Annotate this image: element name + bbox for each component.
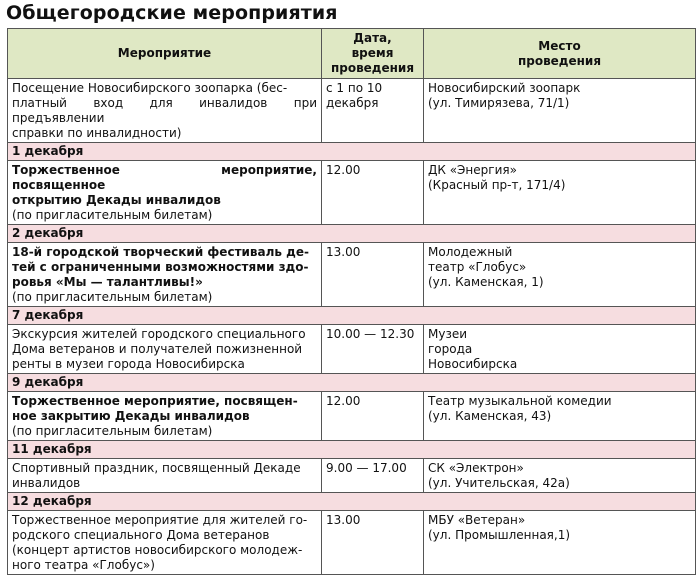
date-label: 11 декабря [8, 441, 696, 459]
place-text: (ул. Тимирязева, 71/1) [428, 96, 570, 110]
time-cell [322, 459, 424, 493]
place-text: Молодежный [428, 245, 513, 259]
time-cell [322, 325, 424, 374]
header-event [8, 29, 322, 79]
time-text: с 1 по 10 [326, 81, 383, 95]
header-datetime-line: проведения [330, 61, 415, 75]
date-row [8, 143, 696, 161]
event-cell [8, 243, 322, 307]
time-cell [322, 392, 424, 441]
header-datetime [322, 29, 424, 79]
time-cell [322, 243, 424, 307]
table-row [8, 325, 696, 374]
place-text: Новосибирска [428, 357, 518, 371]
time-cell [322, 79, 424, 143]
time-cell [322, 161, 424, 225]
time-text: 12.00 [326, 163, 361, 177]
table-row [8, 459, 696, 493]
place-cell [424, 392, 696, 441]
header-event-label: Мероприятие [117, 46, 212, 60]
time-text: 12.00 [326, 394, 361, 408]
event-note: (по пригласительным билетам) [12, 290, 213, 304]
place-text: МБУ «Ветеран» [428, 513, 526, 527]
place-text: Новосибирский зоопарк [428, 81, 581, 95]
event-title: ровья «Мы — талантливы!» [12, 275, 203, 289]
place-cell [424, 511, 696, 575]
time-text: 10.00 — 12.30 [326, 327, 415, 341]
header-place-line: Место [538, 38, 581, 53]
event-title: Торжественное мероприятие, посвящен- [12, 394, 298, 408]
header-place-line: проведения [517, 53, 602, 68]
event-text: Посещение Новосибирского зоопарка (бес- [12, 81, 288, 95]
date-row [8, 307, 696, 325]
event-cell [8, 325, 322, 374]
place-text: (Красный пр-т, 171/4) [428, 178, 566, 192]
event-title: ное закрытию Декады инвалидов [12, 409, 250, 423]
event-text: ренты в музеи города Новосибирска [12, 357, 245, 371]
table-row [8, 243, 696, 307]
table-row [8, 392, 696, 441]
date-row [8, 374, 696, 392]
date-row [8, 441, 696, 459]
table-row [8, 79, 696, 143]
event-text: Экскурсия жителей городского специального [12, 327, 306, 341]
header-datetime-line: Дата, [353, 31, 392, 45]
time-text: 13.00 [326, 513, 361, 527]
event-title: Торжественное мероприятие, посвященное [12, 163, 317, 192]
time-text: 13.00 [326, 245, 361, 259]
event-text: Спортивный праздник, посвященный Декаде [12, 461, 301, 475]
place-cell [424, 79, 696, 143]
table-row [8, 511, 696, 575]
event-cell [8, 392, 322, 441]
place-text: города [428, 342, 473, 356]
date-label: 9 декабря [8, 374, 696, 392]
time-text: 9.00 — 17.00 [326, 461, 407, 475]
date-label: 1 декабря [8, 143, 696, 161]
event-note: (по пригласительным билетам) [12, 424, 213, 438]
event-title: тей с ограниченными возможностями здо- [12, 260, 309, 274]
table-row [8, 161, 696, 225]
event-text: Дома ветеранов и получателей пожизненной [12, 342, 303, 356]
event-text: справки по инвалидности) [12, 126, 182, 140]
place-text: ДК «Энергия» [428, 163, 517, 177]
time-cell [322, 511, 424, 575]
place-text: театр «Глобус» [428, 260, 527, 274]
event-text: платный вход для инвалидов при предъявлении [12, 96, 317, 125]
place-text: (ул. Промышленная,1) [428, 528, 571, 542]
event-text: Торжественное мероприятие для жителей го- [12, 513, 308, 527]
event-text: инвалидов [12, 476, 81, 490]
place-cell [424, 459, 696, 493]
date-label: 12 декабря [8, 493, 696, 511]
event-text: ного театра «Глобус») [12, 558, 155, 572]
event-note: (по пригласительным билетам) [12, 208, 213, 222]
place-cell [424, 243, 696, 307]
event-text: (концерт артистов новосибирского молодеж- [12, 543, 303, 557]
place-text: Театр музыкальной комедии [428, 394, 612, 408]
place-text: СК «Электрон» [428, 461, 524, 475]
event-cell [8, 161, 322, 225]
event-title: 18-й городской творческий фестиваль де- [12, 245, 309, 259]
event-title: открытию Декады инвалидов [12, 193, 221, 207]
date-row [8, 225, 696, 243]
date-row [8, 493, 696, 511]
place-cell [424, 325, 696, 374]
event-text: родского специального Дома ветеранов [12, 528, 270, 542]
event-cell [8, 511, 322, 575]
header-datetime-line: время [351, 46, 394, 60]
table-header-row [8, 29, 696, 79]
place-text: (ул. Учительская, 42а) [428, 476, 570, 490]
place-cell [424, 161, 696, 225]
event-cell [8, 459, 322, 493]
date-label: 2 декабря [8, 225, 696, 243]
place-text: (ул. Каменская, 43) [428, 409, 552, 423]
date-label: 7 декабря [8, 307, 696, 325]
place-text: (ул. Каменская, 1) [428, 275, 544, 289]
event-cell [8, 79, 322, 143]
page-title: Общегородские мероприятия [6, 2, 338, 24]
time-text: декабря [326, 96, 379, 110]
place-text: Музеи [428, 327, 468, 341]
events-table [7, 28, 696, 575]
header-place [424, 29, 696, 79]
